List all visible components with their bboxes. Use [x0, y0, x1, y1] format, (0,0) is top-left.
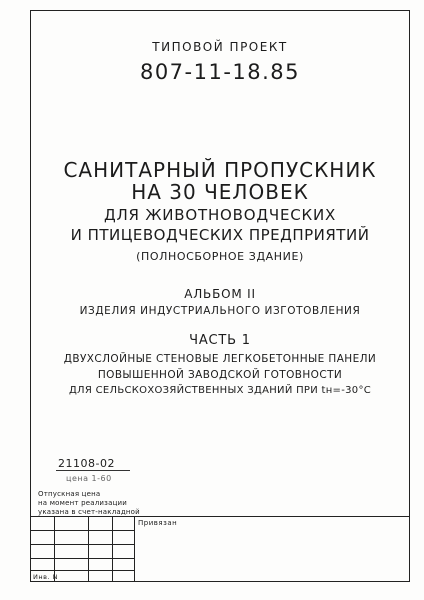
part-description-3: ДЛЯ СЕЛЬСКОХОЗЯЙСТВЕННЫХ ЗДАНИЙ ПРИ tн=-30°С — [68, 385, 372, 396]
project-number: 807-11-18.85 — [139, 60, 301, 84]
price-note-2: на момент реализации — [38, 499, 128, 507]
building-note: (ПОЛНОСБОРНОЕ ЗДАНИЕ) — [136, 250, 304, 263]
price-label: цена 1-60 — [66, 474, 112, 483]
title-line-1: САНИТАРНЫЙ ПРОПУСКНИК — [63, 158, 377, 182]
album-label: АЛЬБОМ II — [184, 287, 256, 301]
title-line-2: НА 30 ЧЕЛОВЕК — [131, 180, 309, 204]
album-description: ИЗДЕЛИЯ ИНДУСТРИАЛЬНОГО ИЗГОТОВЛЕНИЯ — [79, 305, 361, 317]
price-note-3: указана в счет-накладной — [38, 508, 140, 516]
project-type: ТИПОВОЙ ПРОЕКТ — [152, 40, 288, 54]
part-description-1: ДВУХСЛОЙНЫЕ СТЕНОВЫЕ ЛЕГКОБЕТОННЫЕ ПАНЕЛИ — [63, 353, 377, 365]
catalog-code: 21108-02 — [58, 457, 115, 470]
price-note-1: Отпускная цена — [38, 490, 101, 498]
title-block-row-line — [30, 558, 134, 559]
title-block-column-line — [112, 516, 113, 582]
title-block-row-line — [30, 530, 134, 531]
title-block-grid — [30, 516, 410, 582]
title-line-3: ДЛЯ ЖИВОТНОВОДЧЕСКИХ — [103, 206, 337, 224]
title-block-border-top — [30, 516, 410, 517]
linked-label: Привязан — [138, 519, 178, 527]
catalog-code-underline — [56, 470, 130, 471]
title-block-column-line — [88, 516, 89, 582]
title-line-4: И ПТИЦЕВОДЧЕСКИХ ПРЕДПРИЯТИЙ — [70, 226, 370, 244]
title-block-row-line — [30, 570, 134, 571]
inventory-label: Инв. N — [33, 573, 58, 581]
part-label: ЧАСТЬ 1 — [189, 333, 251, 348]
title-block-row-line — [30, 544, 134, 545]
part-description-2: ПОВЫШЕННОЙ ЗАВОДСКОЙ ГОТОВНОСТИ — [97, 369, 343, 381]
title-block-column-line — [134, 516, 135, 582]
